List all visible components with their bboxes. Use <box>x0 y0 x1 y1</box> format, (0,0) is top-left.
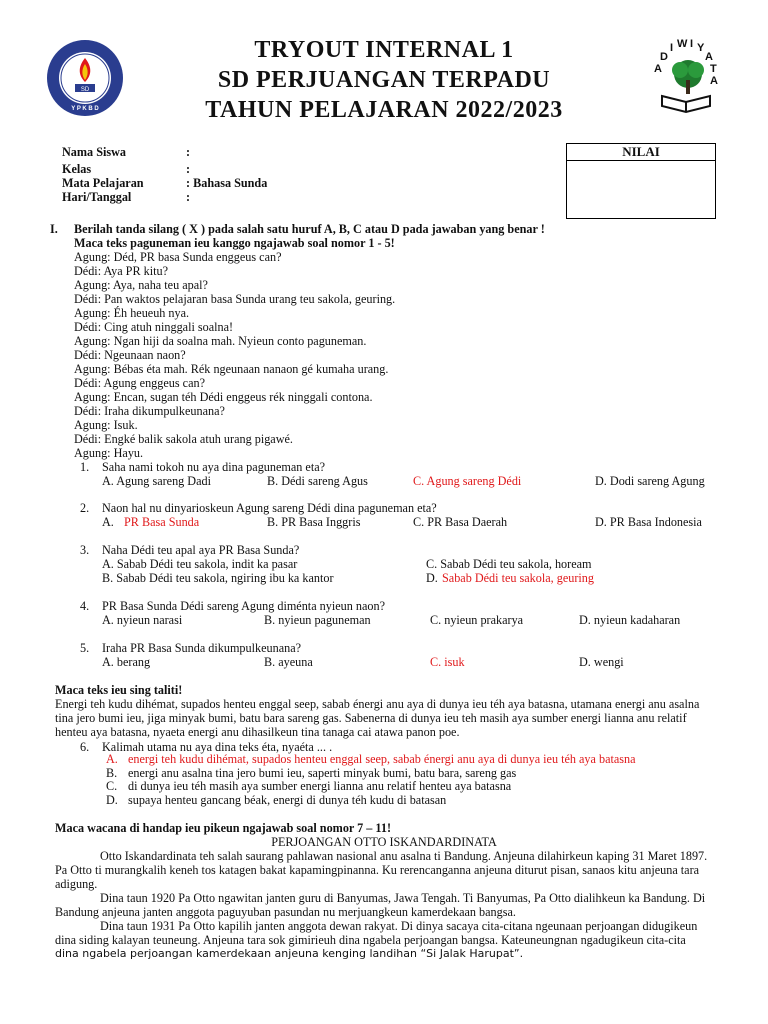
dialog-line: Agung: Aya, naha teu apal? <box>74 278 208 292</box>
option-a-letter[interactable]: A. <box>106 752 118 766</box>
option-b[interactable]: B. Sabab Dédi teu sakola, ngiring ibu ka kantor <box>102 571 334 585</box>
reading-paragraph: Energi teh kudu dihémat, supados henteu enggal seep, sabab énergi anu aya di dunya ieu téh aya batasna, utamana energi anu asalna tina jero bumi ieu, jiga minyak bumi, batu bara sareng gas. Sabenerna di dunya ieu teh masih aya sumber energi lianna anu relatif henteu aya batasna, nyaeta energi anu dihasilkeun tina tanaga cai atawa panon poe. <box>55 697 700 739</box>
field-label-tanggal: Hari/Tanggal <box>62 190 132 204</box>
question-text: Kalimah utama nu aya dina teks éta, nyaéta ... . <box>102 740 333 754</box>
header-title-line1: TRYOUT INTERNAL 1 <box>254 37 514 63</box>
option-b[interactable]: energi anu asalna tina jero bumi ieu, saperti minyak bumi, batu bara, sareng gas <box>128 766 517 780</box>
field-value-kelas[interactable]: : <box>186 162 191 176</box>
option-a-answer[interactable]: PR Basa Sunda <box>124 515 200 529</box>
question-number: 4. <box>80 599 90 613</box>
option-d-answer[interactable]: Sabab Dédi teu sakola, geuring <box>442 571 594 585</box>
score-label: NILAI <box>567 144 715 161</box>
question-text: Naha Dédi teu apal aya PR Basa Sunda? <box>102 543 300 557</box>
story-paragraph: Otto Iskandardinata teh salah saurang pahlawan nasional anu asalna ti Bandung. Anjeuna dilahirkeun kaping 31 Maret 1897. Pa Otto ti murangkalih keneh tos katagen bakat kapamingpinanna. Ku rerencanganna anjeuna diturut pisan, sanaos kitu anjeuna tara adigung. <box>55 849 708 891</box>
option-d[interactable]: D. nyieun kadaharan <box>579 613 681 627</box>
question-number: 3. <box>80 543 90 557</box>
field-label-mapel: Mata Pelajaran <box>62 176 144 190</box>
field-label-kelas: Kelas <box>62 162 92 176</box>
question-number: 5. <box>80 641 90 655</box>
dialog-line: Agung: Déd, PR basa Sunda enggeus can? <box>74 250 282 264</box>
story-title: PERJOANGAN OTTO ISKANDARDINATA <box>271 835 497 849</box>
dialog-line: Agung: Encan, sugan téh Dédi enggeus rék ninggali contona. <box>74 390 373 404</box>
header-title-line2: SD PERJUANGAN TERPADU <box>217 67 551 93</box>
option-d[interactable]: D. wengi <box>579 655 624 669</box>
reading-heading-2: Maca wacana di handap ieu pikeun ngajawab soal nomor 7 – 11! <box>55 821 392 835</box>
field-value-nama[interactable]: : <box>186 145 191 159</box>
option-c[interactable]: di dunya ieu téh masih aya sumber energi lianna anu relatif henteu aya batasna <box>128 779 512 793</box>
field-value-mapel[interactable]: : Bahasa Sunda <box>186 176 268 190</box>
option-d-letter[interactable]: D. <box>106 793 118 807</box>
dialog-line: Agung: Éh heueuh nya. <box>74 306 190 320</box>
reading-heading: Maca teks ieu sing taliti! <box>55 683 183 697</box>
score-box <box>566 143 716 219</box>
option-a[interactable]: A. Agung sareng Dadi <box>102 474 211 488</box>
field-label-nama: Nama Siswa <box>62 145 126 159</box>
dialog-line: Dédi: Iraha dikumpulkeunana? <box>74 404 225 418</box>
dialog-line: Dédi: Agung enggeus can? <box>74 376 205 390</box>
dialog-line: Dédi: Pan waktos pelajaran basa Sunda urang teu sakola, geuring. <box>74 292 396 306</box>
option-b[interactable]: B. nyieun paguneman <box>264 613 371 627</box>
story-paragraph-tail: dina ngabela perjoangan kamerdekaan anjeuna kenging landihan “Si Jalak Harupat”. <box>55 947 524 960</box>
option-a-answer[interactable]: energi teh kudu dihémat, supados henteu enggal seep, sabab énergi anu aya di dunya ieu téh aya batasna <box>128 752 636 766</box>
dialog-line: Agung: Isuk. <box>74 418 138 432</box>
option-c[interactable]: C. nyieun prakarya <box>430 613 524 627</box>
question-text: Iraha PR Basa Sunda dikumpulkeunana? <box>102 641 302 655</box>
option-a[interactable]: A. Sabab Dédi teu sakola, indit ka pasar <box>102 557 298 571</box>
option-d[interactable]: D. PR Basa Indonesia <box>595 515 702 529</box>
section-intro: Maca teks paguneman ieu kanggo ngajawab soal nomor 1 - 5! <box>74 236 395 250</box>
option-a-letter[interactable]: A. <box>102 515 114 529</box>
option-b[interactable]: B. PR Basa Inggris <box>267 515 361 529</box>
svg-text:SD: SD <box>80 87 90 93</box>
dialog-line: Dédi: Aya PR kitu? <box>74 264 169 278</box>
option-c-letter[interactable]: C. <box>106 779 118 793</box>
option-c-answer[interactable]: C. Agung sareng Dédi <box>413 474 522 488</box>
dialog-line: Agung: Ngan hiji da soalna mah. Nyieun conto paguneman. <box>74 334 367 348</box>
dialog-line: Dédi: Ngeunaan naon? <box>74 348 186 362</box>
option-b-letter[interactable]: B. <box>106 766 118 780</box>
option-c[interactable]: C. Sabab Dédi teu sakola, hoream <box>426 557 592 571</box>
option-d-letter[interactable]: D. <box>426 571 438 585</box>
svg-text:Y P K B D: Y P K B D <box>71 106 99 112</box>
option-d[interactable]: D. Dodi sareng Agung <box>595 474 705 488</box>
dialog-line: Agung: Hayu. <box>74 446 144 460</box>
option-d[interactable]: supaya henteu gancang béak, energi di dunya téh kudu di batasan <box>128 793 447 807</box>
question-number: 1. <box>80 460 90 474</box>
option-a[interactable]: A. berang <box>102 655 151 669</box>
section-instruction: Berilah tanda silang ( X ) pada salah satu huruf A, B, C atau D pada jawaban yang benar ! <box>74 222 545 236</box>
story-paragraph: Dina taun 1931 Pa Otto kapilih janten anggota dewan rakyat. Di dinya sacaya cita-citana ngeunaan perjoangan didugikeun dina siding kalayan teuneung. Anjeuna tara sok gimirieuh dina ngabela perjoangan bangsa. Kateuneungnan ngadugikeun cita-cita <box>55 919 698 947</box>
question-text: Saha nami tokoh nu aya dina paguneman eta? <box>102 460 326 474</box>
option-a[interactable]: A. nyieun narasi <box>102 613 183 627</box>
dialog-line: Dédi: Engké balik sakola atuh urang pigawé. <box>74 432 293 446</box>
header-title-line3: TAHUN PELAJARAN 2022/2023 <box>205 97 563 123</box>
option-b[interactable]: B. ayeuna <box>264 655 313 669</box>
dialog-line: Dédi: Cing atuh ninggali soalna! <box>74 320 234 334</box>
question-number: 6. <box>80 740 90 754</box>
question-number: 2. <box>80 501 90 515</box>
section-numeral: I. <box>50 222 58 236</box>
option-c[interactable]: C. PR Basa Daerah <box>413 515 508 529</box>
option-b[interactable]: B. Dédi sareng Agus <box>267 474 368 488</box>
option-c-answer[interactable]: C. isuk <box>430 655 465 669</box>
question-text: PR Basa Sunda Dédi sareng Agung diménta nyieun naon? <box>102 599 385 613</box>
field-value-tanggal[interactable]: : <box>186 190 191 204</box>
question-text: Naon hal nu dinyarioskeun Agung sareng Dédi dina paguneman eta? <box>102 501 437 515</box>
dialog-line: Agung: Bébas éta mah. Rék ngeunaan nanaon gé kumaha urang. <box>74 362 389 376</box>
story-paragraph: Dina taun 1920 Pa Otto ngawitan janten guru di Banyumas, Jawa Tengah. Ti Banyumas, Pa Otto dialihkeun ka Bandung. Di Bandung anjeuna janten anggota paguyuban pasundan nu merjuangkeun kamerdekaan bangsa. <box>55 891 706 919</box>
svg-text:ADI WIY ATA: ADI W I Y A T A <box>654 38 718 87</box>
